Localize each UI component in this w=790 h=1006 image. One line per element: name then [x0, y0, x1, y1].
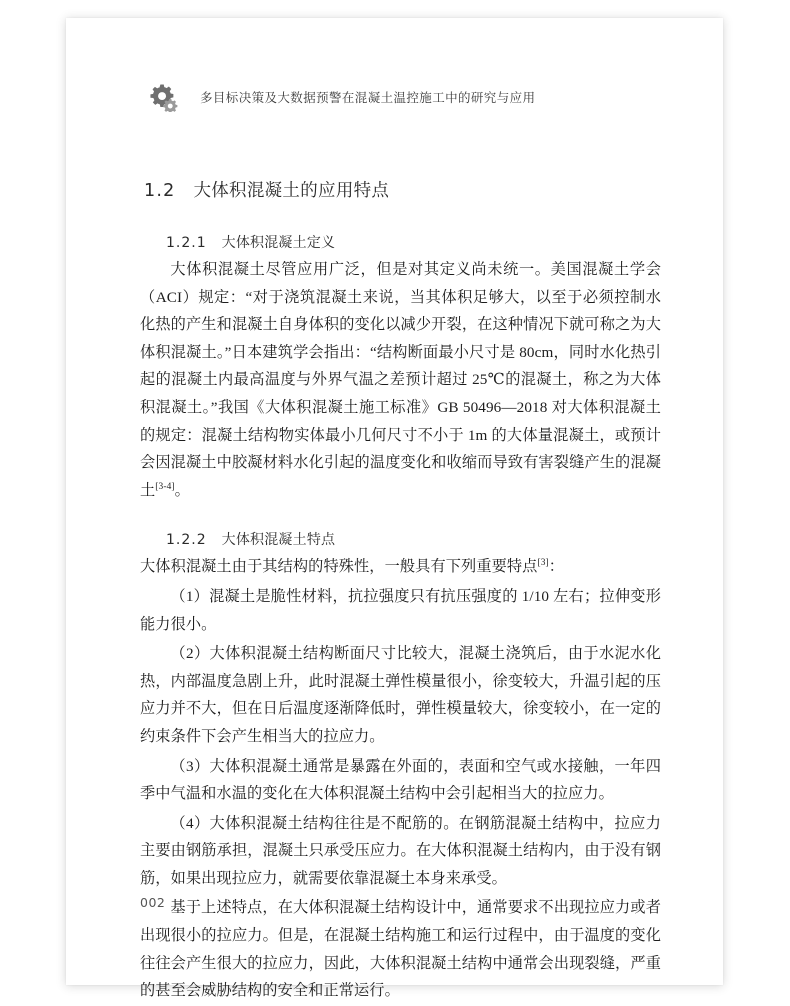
- page-sheet: [66, 18, 723, 1000]
- subsection-number-2: 1.2.2: [166, 532, 207, 549]
- paragraph-definition-text: 大体积混凝土尽管应用广泛，但是对其定义尚未统一。美国混凝土学会（ACI）规定：“对于浇筑混凝土来说，当其体积足够大，以至于必须控制水化热的产生和混凝土自身体积的变化以减少开裂，在这种情况下就可称之为大体积混凝土。”日本建筑学会指出：“结构断面最小尺寸是 80cm，同时水化热引起的混凝土内最高温度与外界气温之差预计超过 25℃的混凝土，称之为大体积混凝土。”我国《大体积混凝土施工标准》GB 50496—2018 对大体积混凝土的规定：混凝土结构物实体最小几何尺寸不小于 1m 的大体量混凝土，或预计会因混凝土中胶凝材料水化引起的温度变化和收缩而导致有害裂缝产生的混凝土: [140, 261, 661, 499]
- paragraph-closing: 基于上述特点，在大体积混凝土结构设计中，通常要求不出现拉应力或者出现很小的拉应力。但是，在混凝土结构施工和运行过程中，由于温度的变化往往会产生很大的拉应力，因此，大体积混凝土结构中通常会出现裂缝，严重的甚至会威胁结构的安全和正常运行。: [140, 899, 661, 1000]
- list-item: （3）大体积混凝土通常是暴露在外面的，表面和空气或水接触，一年四季中气温和水温的变化在大体积混凝土结构中会引起相当大的拉应力。: [140, 757, 661, 803]
- paragraph-lead-in-text: 大体积混凝土由于其结构的特殊性，一般具有下列重要特点: [140, 558, 538, 576]
- running-head-title: 多目标决策及大数据预警在混凝土温控施工中的研究与应用: [200, 90, 536, 105]
- gears-icon: [148, 82, 178, 112]
- page-number: 002: [140, 895, 166, 910]
- citation-marker-lead-in: [3]: [537, 558, 549, 569]
- section-number: 1.2: [144, 181, 176, 201]
- citation-marker: [3-4]: [155, 481, 175, 492]
- paragraph-lead-in: [140, 553, 661, 581]
- subsection-title-2: 大体积混凝土特点: [221, 532, 336, 549]
- paragraph-lead-in-tail: ：: [548, 558, 565, 576]
- paragraph-definition-tail: 。: [174, 481, 190, 499]
- subsection-number-1: 1.2.1: [166, 235, 207, 251]
- subsection-heading-1: [166, 232, 661, 252]
- page-content-area: [66, 18, 723, 1000]
- paragraph-definition: [140, 256, 661, 504]
- list-item: （4）大体积混凝土结构往往是不配筋的。在钢筋混凝土结构中，拉应力主要由钢筋承担，混凝土只承受压应力。在大体积混凝土结构内，由于没有钢筋，如果出现拉应力，就需要依靠混凝土本身来承受。: [140, 814, 661, 887]
- list-item: （1）混凝土是脆性材料，抗拉强度只有抗压强度的 1/10 左右；拉伸变形能力很小。: [140, 587, 661, 633]
- section-heading: [144, 177, 661, 202]
- subsection-title-1: 大体积混凝土定义: [221, 235, 336, 251]
- section-title: 大体积混凝土的应用特点: [193, 181, 390, 201]
- list-item: （2）大体积混凝土结构断面尺寸比较大，混凝土浇筑后，由于水泥水化热，内部温度急剧上升，此时混凝土弹性模量很小，徐变较大，升温引起的压应力并不大，但在日后温度逐渐降低时，弹性模量较大，徐变较小，在一定的约束条件下会产生相当大的拉应力。: [140, 645, 661, 745]
- running-head: [148, 80, 661, 114]
- subsection-heading-2: [166, 529, 661, 549]
